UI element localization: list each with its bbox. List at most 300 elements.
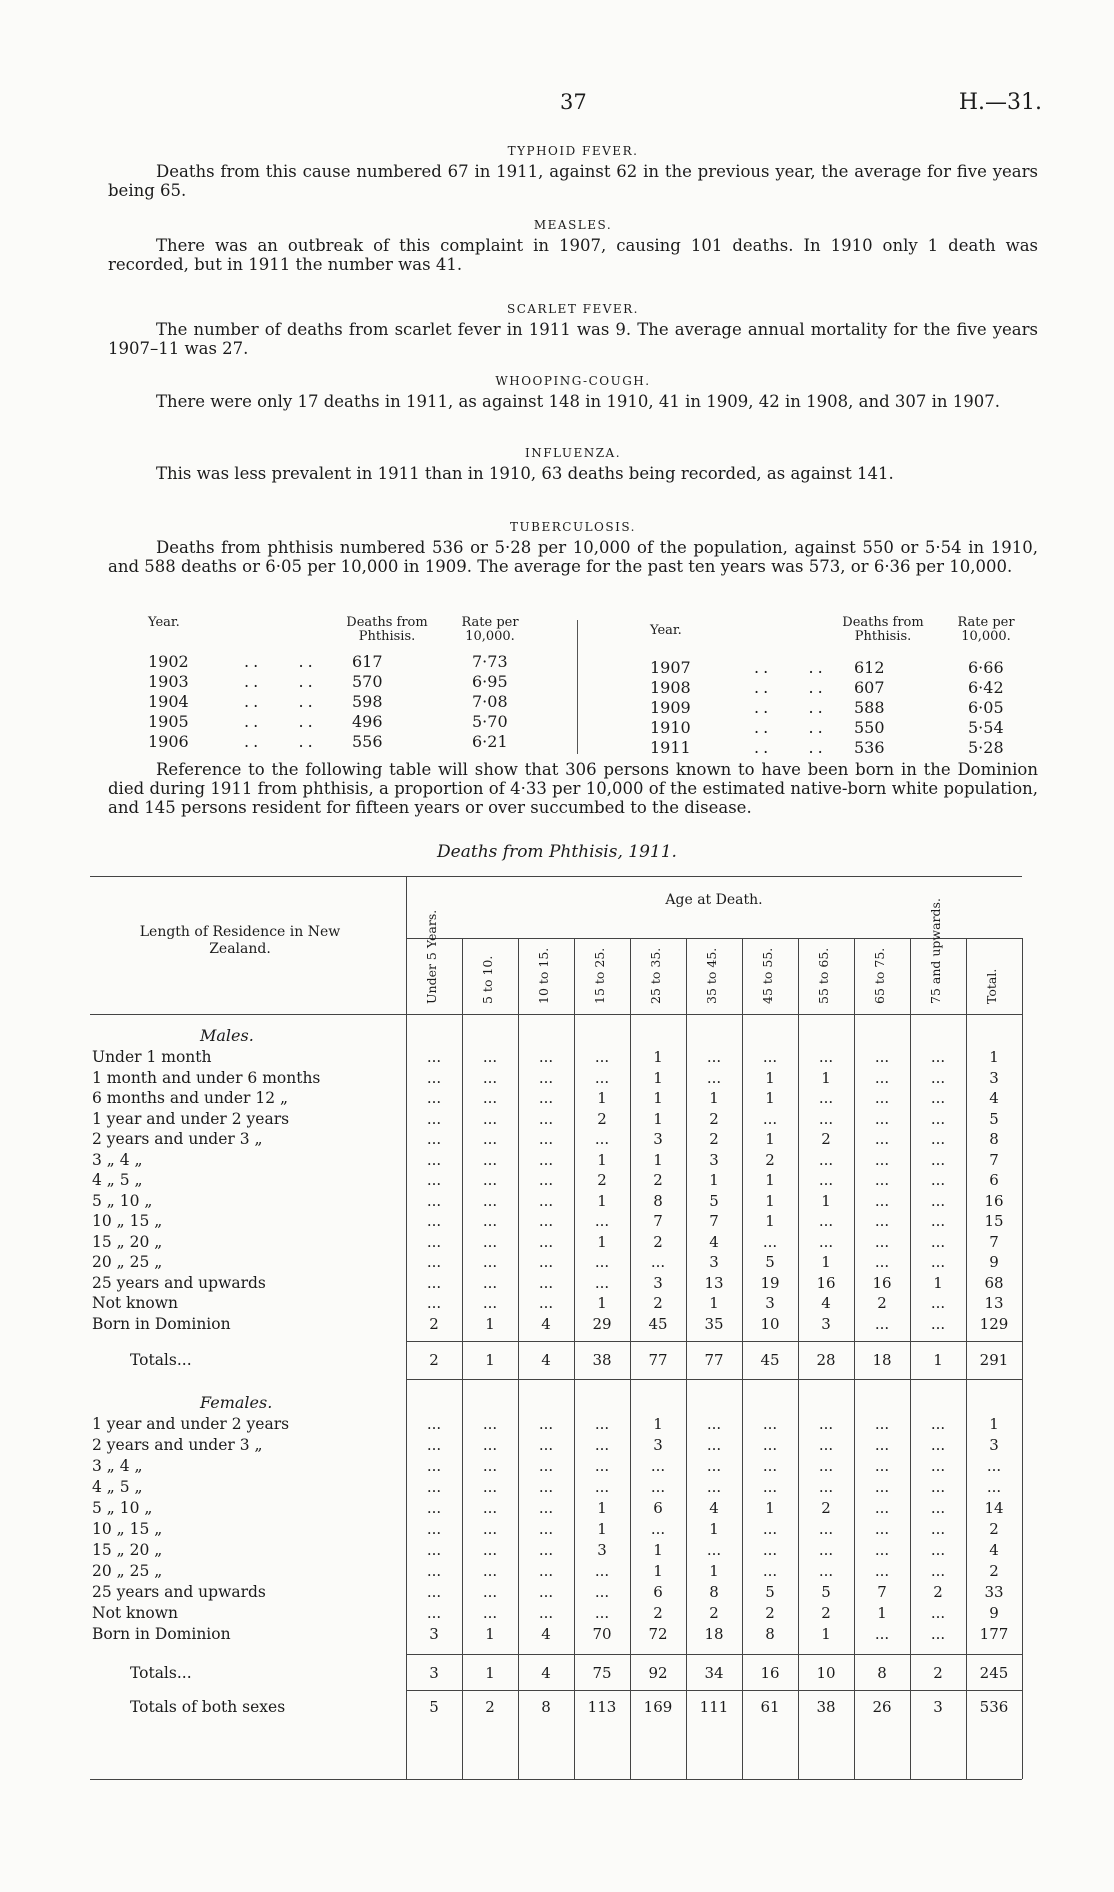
table-row-cell: ... (426, 1415, 442, 1433)
table-row-cell: ... (818, 1232, 834, 1251)
row-label: 20 „ 25 „ (92, 1253, 163, 1271)
grand-totals-row-cell: 5 (429, 1698, 439, 1716)
deaths-cell: 496 (352, 712, 383, 731)
totals-row-cell: 2 (933, 1664, 943, 1682)
table-row-cell: 68 (984, 1273, 1004, 1292)
table-row (140, 672, 570, 692)
table-row-cell: ... (650, 1457, 666, 1475)
section-heading: TUBERCULOSIS. (510, 520, 636, 534)
table-row-cell: 4 (709, 1232, 719, 1251)
table-row-cell: ... (426, 1499, 442, 1517)
row-label: 20 „ 25 „ (92, 1562, 163, 1580)
table-row-cell: 9 (989, 1253, 999, 1271)
table-row-cell: ... (482, 1253, 498, 1271)
table-row-cell: 2 (765, 1150, 775, 1169)
table-row-cell: 2 (653, 1171, 663, 1189)
grand-totals-row-cell: 61 (760, 1698, 780, 1716)
table-row-cell: ... (482, 1212, 498, 1230)
deaths-cell: 612 (854, 658, 885, 677)
totals-row-cell: 34 (704, 1664, 724, 1682)
table-row-cell: ... (426, 1212, 442, 1230)
table-row-cell: 1 (597, 1520, 607, 1538)
table-row-cell: 2 (653, 1232, 663, 1251)
table-row-cell: ... (762, 1520, 778, 1538)
table-row-cell: ... (538, 1109, 554, 1128)
table-row-cell: ... (482, 1499, 498, 1517)
table-row-cell: ... (706, 1415, 722, 1433)
table-row-cell: ... (930, 1604, 946, 1622)
table-row-cell: 2 (989, 1562, 999, 1580)
table-row-cell: 2 (989, 1520, 999, 1538)
totals-row-cell: 28 (816, 1351, 836, 1369)
row-label: 1 year and under 2 years (92, 1109, 290, 1128)
table-row-cell: 7 (877, 1583, 887, 1601)
table-row-cell: 1 (597, 1232, 607, 1251)
table-row-cell: ... (930, 1457, 946, 1475)
column-header: 65 to 75. (872, 947, 887, 1004)
phthisis-residence-table (90, 876, 1034, 1780)
totals-row-cell: 92 (648, 1664, 668, 1682)
grand-totals-row-cell: 26 (872, 1698, 892, 1716)
row-label: 3 „ 4 „ (92, 1457, 143, 1475)
table-row-cell: ... (426, 1436, 442, 1454)
row-label: Born in Dominion (92, 1625, 231, 1643)
table-row-cell: 5 (821, 1583, 831, 1601)
grand-totals-row-cell: 111 (699, 1698, 729, 1716)
table-row-cell: ... (482, 1191, 498, 1210)
table-row-cell: ... (426, 1583, 442, 1601)
table-row-cell: ... (706, 1048, 722, 1066)
table-row-cell: ... (482, 1068, 498, 1087)
table-row-cell: 129 (979, 1314, 1009, 1333)
table-row-cell: ... (650, 1520, 666, 1538)
table-row-cell: 10 (760, 1314, 780, 1333)
year-cell: 1902 (148, 652, 189, 671)
totals-row-cell: 75 (592, 1664, 612, 1682)
table-row-cell: 3 (821, 1314, 831, 1333)
table-row-cell: ... (482, 1520, 498, 1538)
table-row-cell: ... (538, 1130, 554, 1148)
table-row-cell: ... (762, 1562, 778, 1580)
year-cell: 1906 (148, 732, 189, 751)
column-header: 35 to 45. (704, 947, 719, 1004)
table-row (140, 652, 570, 672)
table-row-cell: ... (706, 1478, 722, 1496)
table-row-cell: ... (650, 1253, 666, 1271)
table-row-cell: 6 (653, 1583, 663, 1601)
table-row-cell: ... (482, 1415, 498, 1433)
table-row-cell: 1 (597, 1191, 607, 1210)
table-row-cell: 1 (709, 1171, 719, 1189)
rate-cell: 6·21 (472, 732, 508, 751)
rate-cell: 6·66 (968, 658, 1004, 677)
row-label: Not known (92, 1294, 179, 1312)
column-header: 5 to 10. (480, 955, 495, 1004)
leader-dots: .. .. (754, 698, 827, 717)
row-label: 1 month and under 6 months (92, 1068, 321, 1087)
table-row-cell: ... (538, 1294, 554, 1312)
table-row-cell: 3 (597, 1541, 607, 1559)
table-row-cell: 1 (597, 1150, 607, 1169)
totals-row-cell: 77 (704, 1351, 724, 1369)
table-row-cell: 2 (877, 1294, 887, 1312)
grand-totals-row-cell: 536 (979, 1698, 1009, 1716)
table-row-cell: ... (538, 1089, 554, 1107)
table-row-cell: ... (818, 1436, 834, 1454)
table-row-cell: ... (874, 1253, 890, 1271)
table-row-cell: ... (762, 1232, 778, 1251)
table-row-cell: ... (874, 1436, 890, 1454)
table-row-cell: ... (426, 1232, 442, 1251)
table-row-cell: 2 (429, 1314, 439, 1333)
table-row-cell: 1 (709, 1520, 719, 1538)
table-row-cell: ... (426, 1294, 442, 1312)
table-row-cell: 13 (704, 1273, 724, 1292)
table-row-cell: 2 (821, 1604, 831, 1622)
totals-row-cell: 291 (979, 1351, 1009, 1369)
table-row-cell: 1 (765, 1191, 775, 1210)
table-row-cell: ... (538, 1541, 554, 1559)
row-header: Length of Residence in New Zealand. (139, 924, 341, 957)
table-row-cell: ... (818, 1457, 834, 1475)
section-tuberculosis (108, 520, 1038, 576)
table-row-cell: ... (930, 1562, 946, 1580)
table-row-cell: ... (762, 1478, 778, 1496)
table-row-cell: ... (930, 1191, 946, 1210)
table-row-cell: ... (482, 1541, 498, 1559)
table-row-cell: 2 (821, 1499, 831, 1517)
table-row-cell: ... (594, 1415, 610, 1433)
deaths-cell: 588 (854, 698, 885, 717)
table-bottom-rule (90, 1779, 1022, 1780)
table-row-cell: ... (538, 1150, 554, 1169)
table-row-cell: ... (874, 1171, 890, 1189)
table-row-cell: 1 (765, 1068, 775, 1087)
table-row-cell: ... (426, 1273, 442, 1292)
table-row-cell: 3 (989, 1436, 999, 1454)
leader-dots: .. .. (754, 718, 827, 737)
table-row-cell: 4 (541, 1314, 551, 1333)
section-scarlet-fever (108, 302, 1038, 358)
table-row-cell: ... (930, 1520, 946, 1538)
table-row-cell: ... (594, 1130, 610, 1148)
table-row-cell: 2 (653, 1294, 663, 1312)
table-row-cell: ... (538, 1499, 554, 1517)
table-row-cell: 19 (760, 1273, 780, 1292)
table-row-cell: ... (762, 1109, 778, 1128)
table-row-cell: 1 (653, 1415, 663, 1433)
table-row-cell: 3 (429, 1625, 439, 1643)
table-row-cell: ... (538, 1232, 554, 1251)
table-divider (577, 620, 578, 754)
deaths-cell: 570 (352, 672, 383, 691)
table-row-cell: 3 (709, 1253, 719, 1271)
table-row-cell: ... (762, 1048, 778, 1066)
table-row-cell: ... (930, 1253, 946, 1271)
table-row-cell: 33 (984, 1583, 1004, 1601)
table-row (610, 658, 1040, 678)
table-row-cell: ... (930, 1109, 946, 1128)
table-row-cell: ... (594, 1583, 610, 1601)
section-typhoid (108, 144, 1038, 200)
table-row-cell: 1 (877, 1604, 887, 1622)
table-row-cell: ... (650, 1478, 666, 1496)
rate-cell: 6·42 (968, 678, 1004, 697)
table-row-cell: 16 (816, 1273, 836, 1292)
table-row-cell: ... (874, 1457, 890, 1475)
table-row-cell: ... (426, 1150, 442, 1169)
rate-cell: 7·08 (472, 692, 508, 711)
table-row-cell: 1 (653, 1068, 663, 1087)
totals-rule (406, 1379, 1022, 1380)
deaths-header: Deaths from Phthisis. (842, 615, 924, 644)
table-row-cell: 1 (653, 1150, 663, 1169)
table-row-cell: 45 (648, 1314, 668, 1333)
table-row-cell: ... (874, 1212, 890, 1230)
table-row-cell: ... (762, 1436, 778, 1454)
row-label: 25 years and upwards (92, 1583, 266, 1601)
table-row-cell: 2 (765, 1604, 775, 1622)
table-row-cell: 14 (984, 1499, 1004, 1517)
table-row-cell: 1 (653, 1048, 663, 1066)
females-group-label: Females. (200, 1393, 273, 1412)
rate-cell: 7·73 (472, 652, 508, 671)
table-row-cell: ... (762, 1541, 778, 1559)
totals-row-cell: 4 (541, 1351, 551, 1369)
table-row (610, 718, 1040, 738)
table-row-cell: 1 (709, 1294, 719, 1312)
table-row-cell: ... (874, 1109, 890, 1128)
table-row-cell: ... (930, 1171, 946, 1189)
table-row (140, 732, 570, 752)
table-header (140, 616, 570, 652)
table-row-cell: ... (482, 1171, 498, 1189)
grand-totals-row-cell: 38 (816, 1698, 836, 1716)
table-row-cell: ... (538, 1457, 554, 1475)
table-row (610, 738, 1040, 758)
column-header: 55 to 65. (816, 947, 831, 1004)
table-row-cell: ... (930, 1415, 946, 1433)
table-row-cell: 3 (765, 1294, 775, 1312)
table-half-right (610, 616, 1040, 758)
row-label: 2 years and under 3 „ (92, 1130, 263, 1148)
table-row-cell: ... (874, 1541, 890, 1559)
page-number: 37 (560, 90, 587, 114)
table-row-cell: ... (482, 1273, 498, 1292)
section-text: Deaths from phthisis numbered 536 or 5·28 per 10,000 of the population, against 550 or 5·54 in 1910, and 588 deaths or 6·05 per 10,000 in 1909. The average for the past ten years was 573, or 6·36 per 10,000. (108, 538, 1038, 576)
table-row-cell: 3 (709, 1150, 719, 1169)
table-row-cell: ... (594, 1436, 610, 1454)
table-row-cell: 1 (821, 1068, 831, 1087)
table-row-cell: 1 (653, 1109, 663, 1128)
table-row-cell: 1 (765, 1499, 775, 1517)
reference-paragraph: Reference to the following table will show that 306 persons known to have been born in the Dominion died during 1911 from phthisis, a proportion of 4·33 per 10,000 of the estimated native-born white population, and 145 persons resident for fifteen years or over succumbed to the disease. (108, 760, 1038, 817)
table-row-cell: ... (874, 1068, 890, 1087)
grand-totals-row-cell: 8 (541, 1698, 551, 1716)
table-row-cell: ... (538, 1478, 554, 1496)
table-row-cell: ... (930, 1541, 946, 1559)
table-row-cell: 1 (485, 1314, 495, 1333)
table-row-cell: 7 (709, 1212, 719, 1230)
table-row-cell: ... (930, 1130, 946, 1148)
table-row-cell: 1 (597, 1089, 607, 1107)
table-row-cell: 5 (709, 1191, 719, 1210)
table-row-cell: 18 (704, 1625, 724, 1643)
year-cell: 1905 (148, 712, 189, 731)
table-row-cell: ... (426, 1562, 442, 1580)
table-row-cell: 1 (989, 1415, 999, 1433)
table-row-cell: 5 (765, 1253, 775, 1271)
table-row-cell: ... (538, 1212, 554, 1230)
deaths-cell: 617 (352, 652, 383, 671)
table-row-cell: ... (930, 1314, 946, 1333)
year-cell: 1907 (650, 658, 691, 677)
age-group-header: Age at Death. (665, 892, 763, 908)
table-row-cell: ... (874, 1191, 890, 1210)
table-row-cell: ... (426, 1171, 442, 1189)
table-row-cell: ... (426, 1604, 442, 1622)
table-row-cell: 7 (989, 1150, 999, 1169)
table-row-cell: 6 (653, 1499, 663, 1517)
grand-totals-row-cell: 3 (933, 1698, 943, 1716)
row-label: 10 „ 15 „ (92, 1520, 163, 1538)
column-header: 25 to 35. (648, 947, 663, 1004)
table-row-cell: 2 (933, 1583, 943, 1601)
table-row-cell: ... (482, 1604, 498, 1622)
table-row-cell: ... (538, 1068, 554, 1087)
leader-dots: .. .. (754, 658, 827, 677)
section-text: There was an outbreak of this complaint in 1907, causing 101 deaths. In 1910 only 1 death was recorded, but in 1911 the number was 41. (108, 236, 1038, 274)
table-row-cell: ... (538, 1171, 554, 1189)
leader-dots: .. .. (244, 732, 317, 751)
totals-row-cell: 245 (979, 1664, 1009, 1682)
table-row-cell: 4 (709, 1499, 719, 1517)
section-whooping-cough (108, 374, 1038, 411)
column-header: 75 and upwards. (928, 898, 943, 1004)
table-row (140, 712, 570, 732)
table-row-cell: ... (538, 1048, 554, 1066)
table-row-cell: ... (762, 1415, 778, 1433)
table-row-cell: 3 (653, 1436, 663, 1454)
table-row-cell: 1 (709, 1089, 719, 1107)
table-row-cell: ... (874, 1562, 890, 1580)
table-row-cell: 70 (592, 1625, 612, 1643)
totals-row-cell: 3 (429, 1664, 439, 1682)
table-row-cell: ... (482, 1457, 498, 1475)
table-row-cell: 2 (709, 1604, 719, 1622)
table-row-cell: ... (482, 1232, 498, 1251)
table-row-cell: ... (594, 1273, 610, 1292)
rate-cell: 5·70 (472, 712, 508, 731)
table-row-cell: ... (706, 1068, 722, 1087)
table-row-cell: 16 (984, 1191, 1004, 1210)
section-heading: SCARLET FEVER. (506, 302, 639, 316)
grand-totals-row-cell: 2 (485, 1698, 495, 1716)
year-cell: 1911 (650, 738, 691, 757)
row-label: 10 „ 15 „ (92, 1212, 163, 1230)
table-row-cell: 8 (653, 1191, 663, 1210)
rate-cell: 5·28 (968, 738, 1004, 757)
table-row-cell: 1 (653, 1562, 663, 1580)
deaths-cell: 598 (352, 692, 383, 711)
leader-dots: .. .. (754, 738, 827, 757)
column-header: Total. (984, 968, 999, 1004)
table-row-cell: ... (426, 1068, 442, 1087)
table-row-cell: 9 (989, 1604, 999, 1622)
totals-row-cell: 10 (816, 1664, 836, 1682)
totals-row-cell: 1 (485, 1664, 495, 1682)
section-heading: MEASLES. (533, 218, 613, 232)
row-label: 4 „ 5 „ (92, 1478, 143, 1496)
table-row-cell: ... (482, 1562, 498, 1580)
row-label: 1 year and under 2 years (92, 1415, 290, 1433)
table-row-cell: ... (874, 1415, 890, 1433)
table-row-cell: ... (594, 1562, 610, 1580)
table-row-cell: 15 (984, 1212, 1004, 1230)
year-header: Year. (148, 615, 180, 630)
grand-totals-row-cell: 113 (587, 1698, 617, 1716)
totals-row-cell: 2 (429, 1351, 439, 1369)
table-row-cell: ... (594, 1478, 610, 1496)
totals-row-cell: 4 (541, 1664, 551, 1682)
section-heading: WHOOPING-COUGH. (495, 374, 651, 388)
table-row-cell: ... (594, 1048, 610, 1066)
table-row-cell: 1 (821, 1625, 831, 1643)
section-text: The number of deaths from scarlet fever in 1911 was 9. The average annual mortality for the five years 1907–11 was 27. (108, 320, 1038, 358)
table-row-cell: 6 (989, 1171, 999, 1189)
table-row-cell: ... (874, 1130, 890, 1148)
table-row-cell: 1 (933, 1273, 943, 1292)
totals-row-cell: 77 (648, 1351, 668, 1369)
table-row-cell: 2 (709, 1130, 719, 1148)
table-row-cell: 1 (765, 1130, 775, 1148)
table-row-cell: ... (818, 1415, 834, 1433)
column-header: 10 to 15. (536, 947, 551, 1004)
table-row-cell: ... (818, 1171, 834, 1189)
header-bottom-rule (90, 1014, 1022, 1015)
deaths-cell: 550 (854, 718, 885, 737)
table-row-cell: ... (482, 1048, 498, 1066)
table-row-cell: 1 (597, 1499, 607, 1517)
table-row-cell: ... (426, 1457, 442, 1475)
table-row-cell: ... (426, 1191, 442, 1210)
leader-dots: .. .. (244, 672, 317, 691)
table-row-cell: ... (482, 1109, 498, 1128)
table-row-cell: ... (930, 1089, 946, 1107)
row-label: 15 „ 20 „ (92, 1541, 163, 1559)
table-row-cell: 13 (984, 1294, 1004, 1312)
table-row-cell: ... (818, 1109, 834, 1128)
table-row-cell: 3 (989, 1068, 999, 1087)
table-row-cell: ... (482, 1478, 498, 1496)
table-row-cell: 35 (704, 1314, 724, 1333)
table-row-cell: ... (426, 1089, 442, 1107)
table-row-cell: ... (538, 1253, 554, 1271)
totals-row-cell: 45 (760, 1351, 780, 1369)
rate-header: Rate per 10,000. (957, 615, 1015, 644)
table-row-cell: 5 (989, 1109, 999, 1128)
table-row-cell: 1 (765, 1171, 775, 1189)
table-caption: Deaths from Phthisis, 1911. (437, 842, 677, 862)
totals-row-cell: 16 (760, 1664, 780, 1682)
table-row (140, 692, 570, 712)
table-row-cell: ... (818, 1089, 834, 1107)
table-row-cell: ... (930, 1625, 946, 1643)
table-row-cell: ... (930, 1150, 946, 1169)
table-row-cell: 2 (597, 1109, 607, 1128)
row-label: 25 years and upwards (92, 1273, 266, 1292)
totals-row-cell: 8 (877, 1664, 887, 1682)
